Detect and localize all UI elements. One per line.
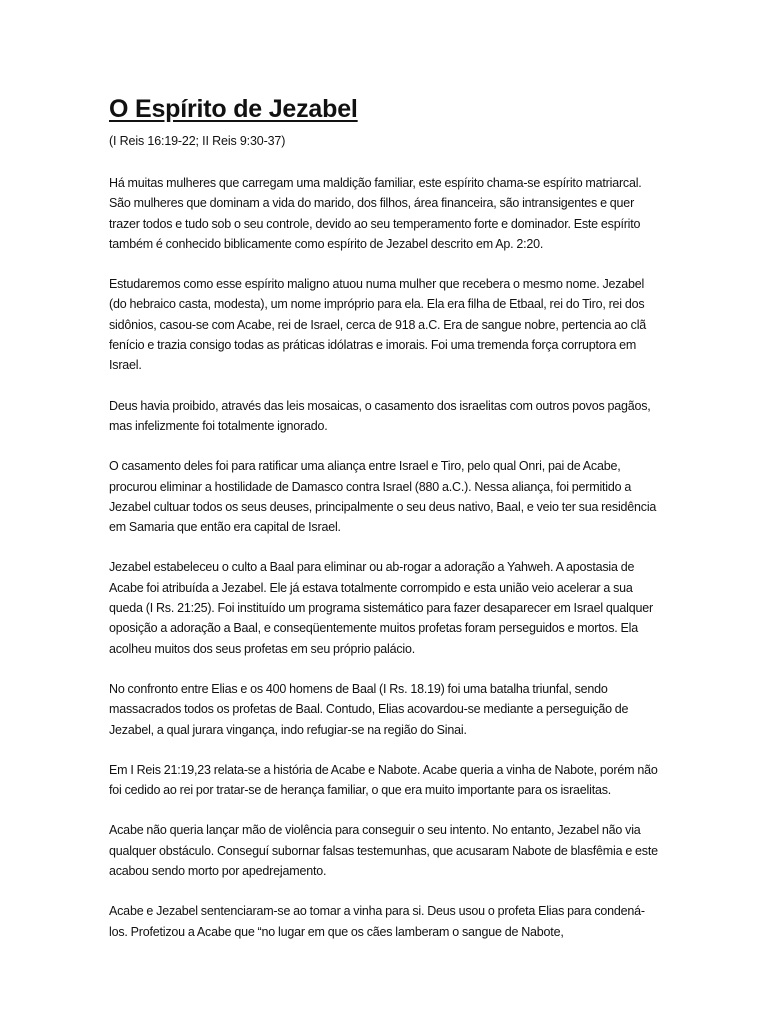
document-title: O Espírito de Jezabel xyxy=(109,95,358,123)
paragraph-3: Deus havia proibido, através das leis mosaicas, o casamento dos israelitas com outros povos pagãos, mas infelizmente foi totalmente ignorado. xyxy=(109,398,651,433)
bible-reference: (I Reis 16:19-22; II Reis 9:30-37) xyxy=(109,134,286,148)
paragraph-2: Estudaremos como esse espírito maligno atuou numa mulher que recebera o mesmo nome. Jezabel (do hebraico casta, modesta), um nome impróprio para ela. Ela era filha de Etbaal, rei do Tiro, rei dos sidônios, casou-se com Acabe, rei de Israel, cerca de 918 a.C. Era de sangue nobre, pertencia ao clã fenício e trazia consigo todas as práticas idólatras e imorais. Foi uma tremenda força corruptora em Israel. xyxy=(109,277,647,373)
paragraph-9: Acabe e Jezabel sentenciaram-se ao tomar a vinha para si. Deus usou o profeta Elias para condená-los. Profetizou a Acabe que “no lugar em que os cães lamberam o sangue de Nabote, xyxy=(109,904,645,939)
paragraph-1: Há muitas mulheres que carregam uma maldição familiar, este espírito chama-se espírito matriarcal. São mulheres que dominam a vida do marido, dos filhos, área financeira, são intransigentes e quer trazer todos e tudo sob o seu controle, devido ao seu temperamento forte e dominador. Este espírito também é conhecido biblicamente como espírito de Jezabel descrito em Ap. 2:20. xyxy=(109,176,642,251)
document-page xyxy=(109,92,661,942)
paragraph-8: Acabe não queria lançar mão de violência para conseguir o seu intento. No entanto, Jezabel não via qualquer obstáculo. Conseguí subornar falsas testemunhas, que acusaram Nabote de blasfêmia e este acabou sendo morto por apedrejamento. xyxy=(109,823,658,879)
paragraph-6: No confronto entre Elias e os 400 homens de Baal (I Rs. 18.19) foi uma batalha triunfal, sendo massacrados todos os profetas de Baal. Contudo, Elias acovardou-se mediante a perseguição de Jezabel, a qual jurara vingança, indo refugiar-se na região do Sinai. xyxy=(109,681,629,737)
paragraph-4: O casamento deles foi para ratificar uma aliança entre Israel e Tiro, pelo qual Onri, pai de Acabe, procurou eliminar a hostilidade de Damasco contra Israel (880 a.C.). Nessa aliança, foi permitido a Jezabel cultuar todos os seus deuses, principalmente o seu deus nativo, Baal, e veio ter sua residência em Samaria que então era capital de Israel. xyxy=(109,459,657,535)
paragraph-7: Em I Reis 21:19,23 relata-se a história de Acabe e Nabote. Acabe queria a vinha de Nabote, porém não foi cedido ao rei por tratar-se de herança familiar, o que era muito importante para os israelitas. xyxy=(109,762,658,798)
paragraph-5: Jezabel estabeleceu o culto a Baal para eliminar ou ab-rogar a adoração a Yahweh. A apostasia de Acabe foi atribuída a Jezabel. Ele já estava totalmente corrompido e esta união veio acelerar a sua queda (I Rs. 21:25). Foi instituído um programa sistemático para fazer desaparecer em Israel qualquer oposição a adoração a Baal, e conseqüentemente muitos profetas foram perseguidos e mortos. Ela acolheu muitos dos seus profetas em seu próprio palácio. xyxy=(109,560,653,656)
